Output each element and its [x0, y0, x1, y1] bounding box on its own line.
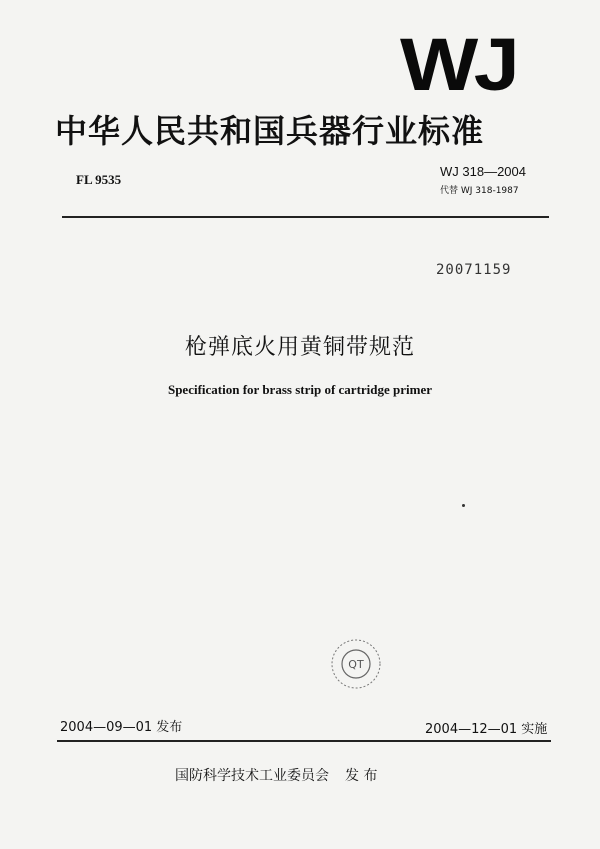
publisher-name: 国防科学技术工业委员会: [175, 768, 329, 784]
quality-seal-icon: [330, 638, 382, 690]
issue-date: 2004—09—01 发布: [60, 720, 183, 735]
english-title: Specification for brass strip of cartridge primer: [167, 382, 433, 397]
implementation-date: 2004—12—01 实施: [425, 722, 548, 737]
replaces-standard: 代替 WJ 318-1987: [440, 186, 519, 196]
seal-text: QT: [348, 658, 364, 671]
chinese-title: 枪弹底火用黄铜带规范: [184, 335, 415, 360]
wj-logo: WJ: [400, 23, 516, 106]
bottom-divider: [57, 740, 551, 742]
top-divider: [62, 216, 549, 218]
issuing-body-title: 中华人民共和国兵器行业标准: [55, 112, 485, 150]
classification-code: FL 9535: [76, 172, 122, 187]
stamp-number: 20071159: [436, 262, 512, 278]
publisher-line: [175, 765, 377, 785]
publisher-action: 发 布: [345, 768, 378, 784]
ink-speck: [462, 504, 465, 507]
standard-number: WJ 318—2004: [440, 164, 526, 179]
